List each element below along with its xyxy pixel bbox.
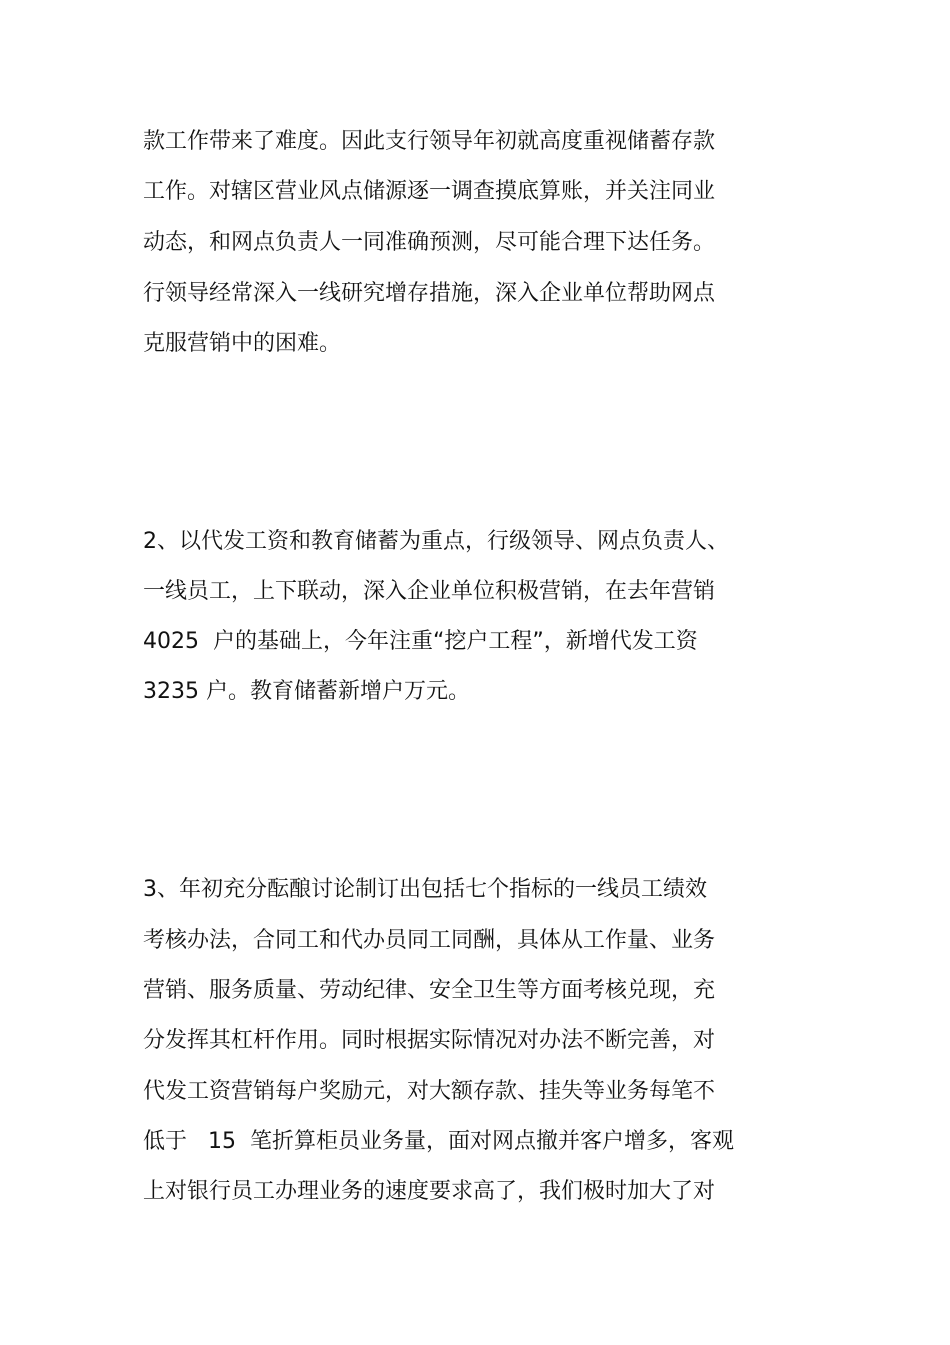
paragraph-line: 4025 户的基础上，今年注重“挖户工程”，新增代发工资 [143, 629, 698, 654]
paragraph-line: 3235 户。教育储蓄新增户万元。 [143, 679, 470, 704]
paragraph-line: 分发挥其杠杆作用。同时根据实际情况对办法不断完善，对 [143, 1028, 716, 1053]
paragraph-line: 低于 15 笔折算柜员业务量，面对网点撤并客户增多，客观 [143, 1129, 734, 1154]
paragraph-line: 行领导经常深入一线研究增存措施，深入企业单位帮助网点 [143, 281, 716, 306]
paragraph-line: 款工作带来了难度。因此支行领导年初就高度重视储蓄存款 [143, 129, 716, 154]
paragraph-line: 3、年初充分酝酿讨论制订出包括七个指标的一线员工绩效 [143, 877, 707, 902]
paragraph-line: 代发工资营销每户奖励元，对大额存款、挂失等业务每笔不 [143, 1079, 716, 1104]
paragraph-line: 2、以代发工资和教育储蓄为重点，行级领导、网点负责人、 [143, 529, 729, 554]
paragraph-line: 动态，和网点负责人一同准确预测，尽可能合理下达任务。 [143, 230, 716, 255]
paragraph-line: 营销、服务质量、劳动纪律、安全卫生等方面考核兑现，充 [143, 978, 716, 1003]
paragraph-line: 克服营销中的困难。 [143, 331, 342, 356]
paragraph-line: 工作。对辖区营业风点储源逐一调查摸底算账，并关注同业 [143, 179, 716, 204]
paragraph-line: 考核办法，合同工和代办员同工同酬，具体从工作量、业务 [143, 928, 716, 953]
paragraph-line: 上对银行员工办理业务的速度要求高了，我们极时加大了对 [143, 1179, 716, 1204]
paragraph-line: 一线员工，上下联动，深入企业单位积极营销，在去年营销 [143, 579, 716, 604]
